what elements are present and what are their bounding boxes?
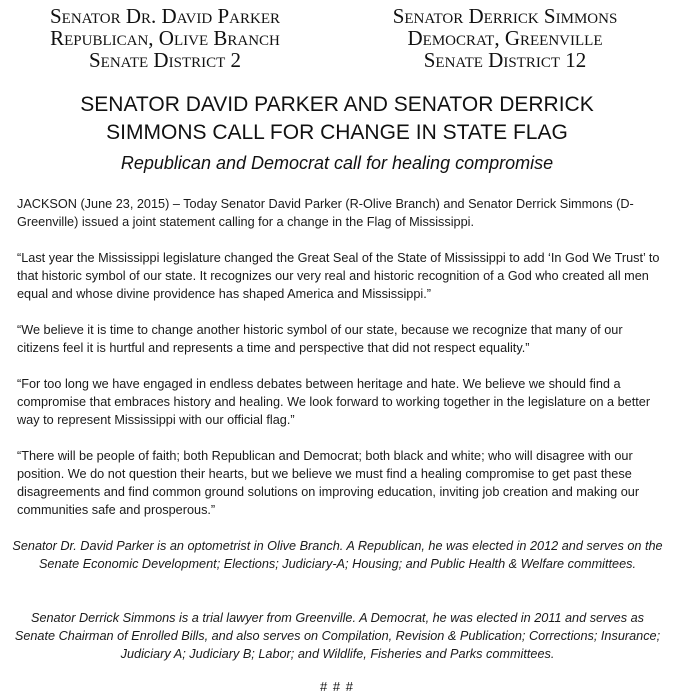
paragraph-quote-seal: “Last year the Mississippi legislature changed the Great Seal of the State of Mississippi to add ‘In God We Trust’ to that historic symbol of our state. It recognizes our very real and historic recognition of a God who created all men equal and whose divine providence has shaped America and Mississippi.” (17, 251, 660, 301)
page-title (0, 91, 674, 147)
header-left-district: Senate District 2 (88, 48, 241, 72)
header-left-name: Senator Dr. David Parker (50, 4, 280, 28)
bio-simmons: Senator Derrick Simmons is a trial lawyer from Greenville. A Democrat, he was elected in 2011 and serves as Senate Chairman of Enrolled Bills, and also serves on Compilation, Revision & Publication; Corrections; Insurance; Judiciary A; Judiciary B; Labor; and Wildlife, Fisheries and Parks committees. (14, 611, 661, 661)
header-left-party: Republican, Olive Branch (50, 26, 280, 50)
header-right-name: Senator Derrick Simmons (392, 4, 618, 28)
paragraph-quote-symbol: “We believe it is time to change another historic symbol of our state, because we recognize that many of our citizens feel it is hurtful and represents a time and perspective that did not respect equality.” (17, 323, 623, 355)
end-mark: # # # (320, 679, 354, 694)
paragraph-quote-compromise: “For too long we have engaged in endless debates between heritage and hate. We believe we should find a compromise that embraces history and healing. We look forward to working together in the legislature on a better way to represent Mississippi with our official flag.” (17, 377, 651, 427)
paragraph-dateline: JACKSON (June 23, 2015) – Today Senator David Parker (R-Olive Branch) and Senator Derrick Simmons (D-Greenville) issued a joint statement calling for a change in the Flag of Mississippi. (17, 197, 634, 229)
bio-parker: Senator Dr. David Parker is an optometrist in Olive Branch. A Republican, he was elected in 2012 and serves on the Senate Economic Development; Elections; Judiciary-A; Housing; and Public Health & Welfare committees. (12, 539, 663, 571)
header-right-party: Democrat, Greenville (407, 26, 603, 50)
title-line-2: SIMMONS CALL FOR CHANGE IN STATE FLAG (106, 121, 568, 144)
page-subtitle: Republican and Democrat call for healing compromise (120, 153, 554, 173)
header-right-district: Senate District 12 (423, 48, 587, 72)
title-line-1: SENATOR DAVID PARKER AND SENATOR DERRICK (80, 93, 594, 116)
header-right-senator-block (350, 5, 660, 71)
header-left-senator-block (10, 5, 320, 71)
paragraph-quote-faith: “There will be people of faith; both Republican and Democrat; both black and white; who will disagree with our position. We do not question their hearts, but we believe we must find a healing compromise to get past these disagreements and find common ground solutions on improving education, inviting job creation and making our communities safe and prosperous.” (17, 449, 640, 517)
